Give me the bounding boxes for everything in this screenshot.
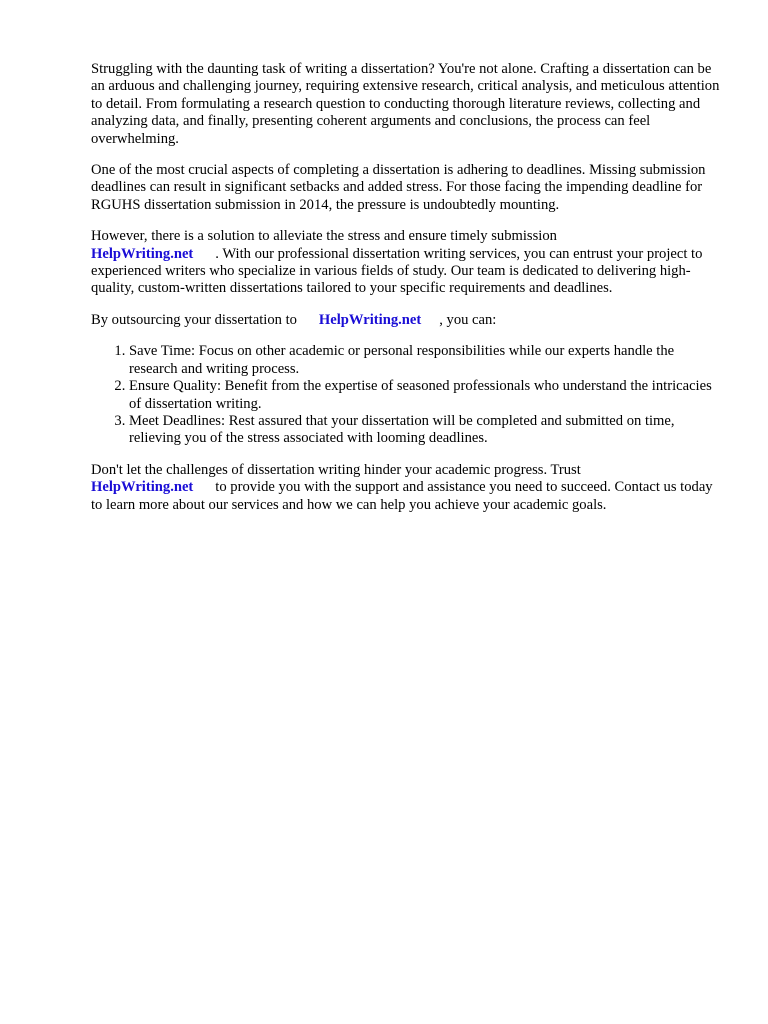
list-item: 3. Meet Deadlines: Rest assured that your dissertation will be completed and submitted on time, relieving you of the stress associated with looming deadlines. xyxy=(129,413,721,448)
outsourcing-paragraph xyxy=(91,312,721,329)
solution-paragraph xyxy=(91,228,721,298)
solution-text-start: However, there is a solution to alleviate the stress and ensure timely submission xyxy=(91,228,557,245)
benefits-list xyxy=(91,343,721,447)
outsourcing-text-start: By outsourcing your dissertation to xyxy=(91,311,297,328)
solution-text-end: . With our professional dissertation writing services, you can entrust your project to experienced writers who specialize in various fields of study. Our team is dedicated to delivering high-quality, custom-written dissertations tailored to your specific requirements and deadlines. xyxy=(91,245,703,297)
document-page xyxy=(91,61,721,528)
closing-paragraph xyxy=(91,462,721,514)
intro-paragraph: Struggling with the daunting task of writing a dissertation? You're not alone. Crafting a dissertation can be an arduous and challenging journey, requiring extensive research, critical analysis, and meticulous attention to detail. From formulating a research question to conducting thorough literature reviews, collecting and analyzing data, and finally, presenting coherent arguments and conclusions, the process can feel overwhelming. xyxy=(91,61,720,147)
closing-text-start: Don't let the challenges of dissertation writing hinder your academic progress. Trust xyxy=(91,461,581,478)
closing-text-end: to provide you with the support and assistance you need to succeed. Contact us today to learn more about our services and how we can help you achieve your academic goals. xyxy=(91,479,713,513)
deadline-paragraph: One of the most crucial aspects of completing a dissertation is adhering to deadlines. Missing submission deadlines can result in significant setbacks and added stress. For those facing the impending deadline for RGUHS dissertation submission in 2014, the pressure is undoubtedly mounting. xyxy=(91,162,706,213)
list-item: 1. Save Time: Focus on other academic or personal responsibilities while our experts handle the research and writing process. xyxy=(129,343,721,378)
outsourcing-text-end: , you can: xyxy=(439,311,497,328)
helpwriting-link-2[interactable]: HelpWriting.net xyxy=(318,311,422,328)
helpwriting-link-3[interactable]: HelpWriting.net xyxy=(91,479,194,496)
list-item: 2. Ensure Quality: Benefit from the expertise of seasoned professionals who understand the intricacies of dissertation writing. xyxy=(129,378,721,413)
helpwriting-link-1[interactable]: HelpWriting.net xyxy=(91,245,194,262)
